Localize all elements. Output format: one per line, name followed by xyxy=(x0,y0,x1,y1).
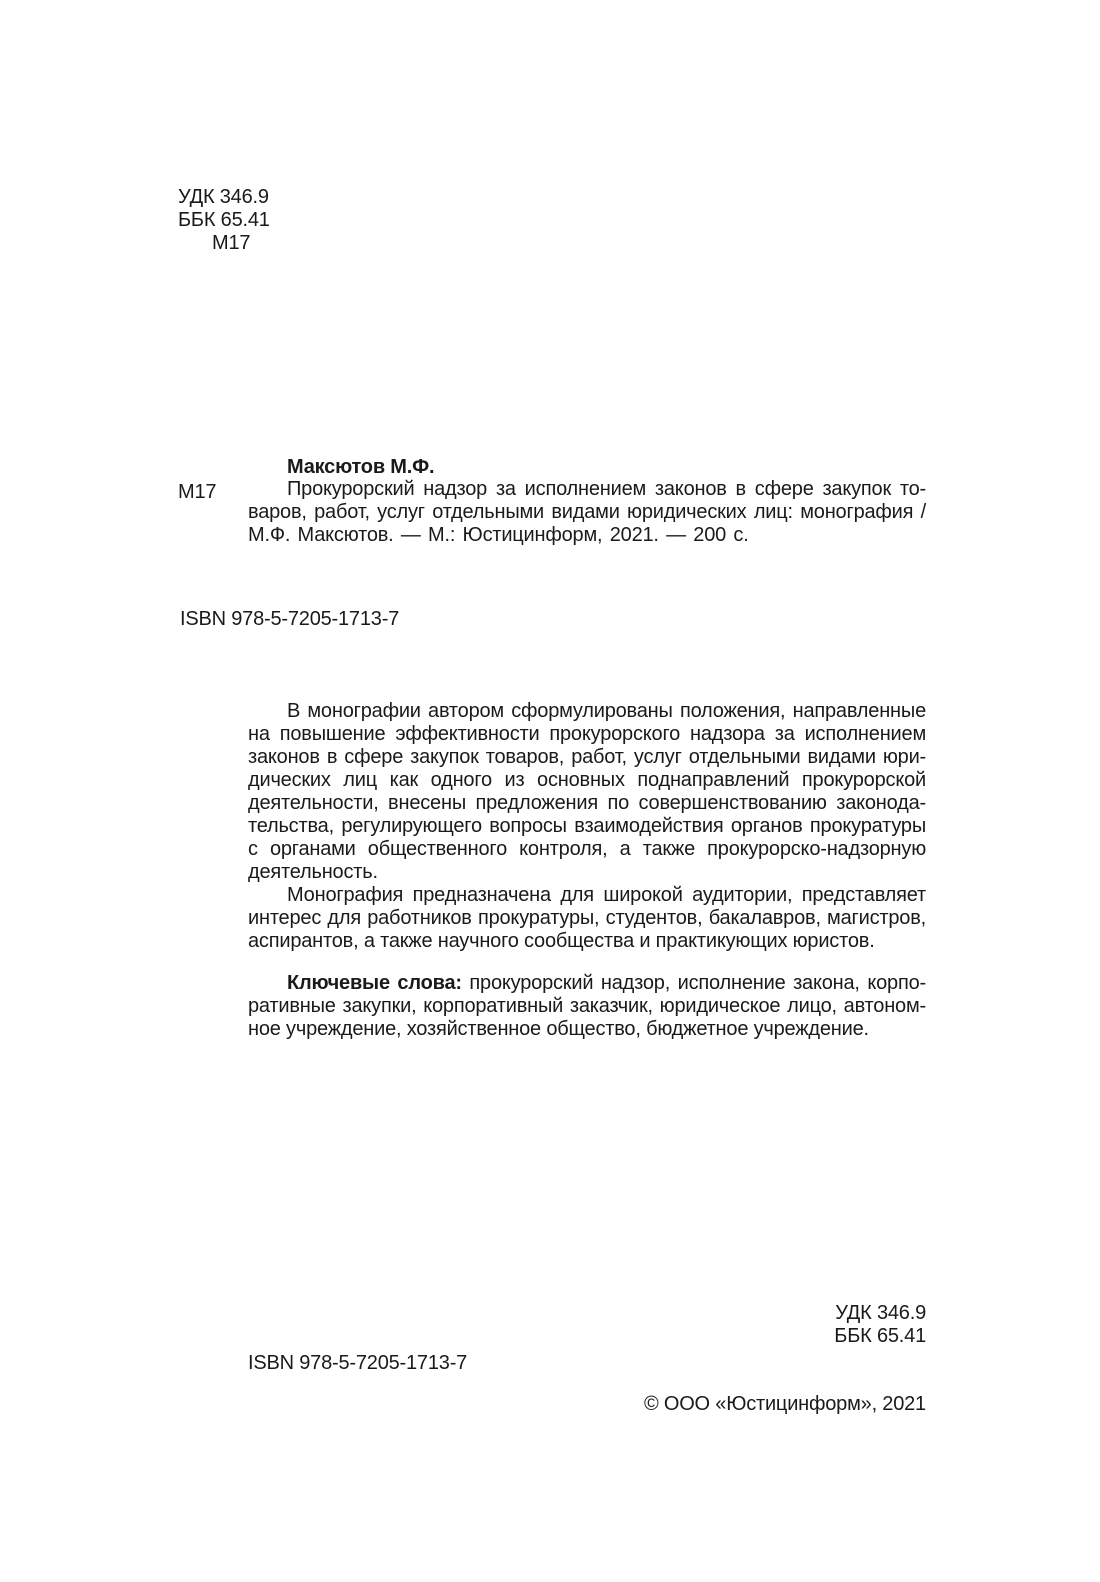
annotation-line: на повышение эффективности прокурорского надзора за исполнением xyxy=(248,723,926,745)
annotation-line: Монография предназначена для широкой аудитории, представляет xyxy=(287,884,926,906)
udk-code-bottom: УДК 346.9 xyxy=(835,1302,926,1324)
keywords-line: ное учреждение, хозяйственное общество, бюджетное учреждение. xyxy=(248,1018,869,1040)
annotation-line: В монографии автором сформулированы положения, направленные xyxy=(287,700,926,722)
isbn-top: ISBN 978-5-7205-1713-7 xyxy=(180,608,400,630)
keywords-label: Ключевые слова: xyxy=(287,972,462,994)
keywords-first-line xyxy=(248,972,926,995)
bib-description xyxy=(248,478,926,547)
bottom-classification-block xyxy=(786,1302,926,1348)
copyright: © ООО «Юстицинформ», 2021 xyxy=(643,1393,926,1415)
author-mark: М17 xyxy=(212,232,251,254)
annotation-paragraph-1 xyxy=(248,700,926,884)
annotation-line: тельства, регулирующего вопросы взаимодействия органов прокуратуры xyxy=(248,815,926,837)
bib-line: М.Ф. Максютов. — М.: Юстицинформ, 2021. — 200 с. xyxy=(248,524,749,546)
annotation-line: аспирантов, а также научного сообщества и практикующих юристов. xyxy=(248,930,875,952)
annotation-line: интерес для работников прокуратуры, студентов, бакалавров, магистров, xyxy=(248,907,926,929)
keywords-line: ративные закупки, корпоративный заказчик, юридическое лицо, автоном- xyxy=(248,995,926,1017)
annotation-line: деятельности, внесены предложения по совершенствованию законода- xyxy=(248,792,926,814)
bib-line: Прокурорский надзор за исполнением законов в сфере закупок то- xyxy=(287,478,926,500)
keywords xyxy=(248,972,926,1041)
annotation-line: дических лиц как одного из основных поднаправлений прокурорской xyxy=(248,769,926,791)
bib-line: варов, работ, услуг отдельными видами юридических лиц: монография / xyxy=(248,501,926,523)
bbk-code: ББК 65.41 xyxy=(178,209,270,231)
top-classification-block xyxy=(178,186,318,255)
annotation-line: законов в сфере закупок товаров, работ, услуг отдельными видами юри- xyxy=(248,746,926,768)
annotation-line: с органами общественного контроля, а также прокурорско-надзорную xyxy=(248,838,926,860)
keywords-text: прокурорский надзор, исполнение закона, корпо- xyxy=(461,972,926,994)
udk-code: УДК 346.9 xyxy=(178,186,269,208)
bib-author: Максютов М.Ф. xyxy=(287,456,435,478)
bbk-code-bottom: ББК 65.41 xyxy=(834,1325,926,1347)
annotation xyxy=(248,700,926,953)
annotation-line: деятельность. xyxy=(248,861,378,883)
bib-author-mark: М17 xyxy=(178,481,217,503)
annotation-paragraph-2 xyxy=(248,884,926,953)
isbn-bottom: ISBN 978-5-7205-1713-7 xyxy=(248,1352,468,1374)
